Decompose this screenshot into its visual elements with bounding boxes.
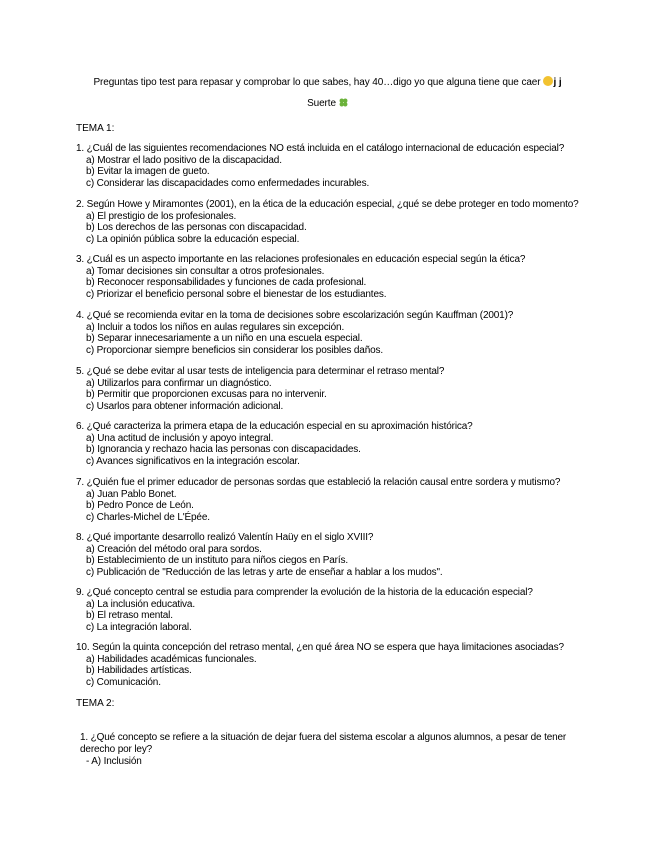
question-option: c) Priorizar el beneficio personal sobre el bienestar de los estudiantes. bbox=[86, 288, 387, 300]
question-option: c) Avances significativos en la integración escolar. bbox=[86, 455, 300, 467]
question-title: 7. ¿Quién fue el primer educador de personas sordas que estableció la relación causal entre sordera y mutismo? bbox=[76, 477, 561, 488]
question-option: b) Establecimiento de un instituto para niños ciegos en París. bbox=[86, 555, 348, 566]
question-title: 9. ¿Qué concepto central se estudia para comprender la evolución de la historia de la educación especial? bbox=[76, 587, 533, 598]
question-option: c) Usarlos para obtener información adicional. bbox=[86, 400, 284, 412]
intro-text: Preguntas tipo test para repasar y comprobar lo que sabes, hay 40…digo yo que alguna tiene que caer bbox=[93, 77, 541, 88]
question-option: b) Habilidades artísticas. bbox=[86, 665, 192, 676]
question-block bbox=[76, 642, 576, 688]
question-block bbox=[76, 477, 576, 523]
question-option: c) Publicación de "Reducción de las letras y arte de enseñar a hablar a los mudos". bbox=[86, 566, 443, 578]
question-block bbox=[76, 143, 576, 189]
question-option: b) Reconocer responsabilidades y funciones de cada profesional. bbox=[86, 277, 367, 288]
question-option: c) Charles-Michel de L'Épée. bbox=[86, 511, 210, 523]
question-option: a) Habilidades académicas funcionales. bbox=[86, 653, 257, 665]
question-option: a) Tomar decisiones sin consultar a otros profesionales. bbox=[86, 265, 325, 277]
question-block bbox=[76, 587, 576, 633]
question-option: a) Creación del método oral para sordos. bbox=[86, 543, 262, 555]
question-option: c) La integración laboral. bbox=[86, 621, 192, 633]
question-option: c) Proporcionar siempre beneficios sin considerar los posibles daños. bbox=[86, 344, 384, 356]
question-title: 6. ¿Qué caracteriza la primera etapa de la educación especial en su aproximación histórica? bbox=[76, 421, 473, 432]
question-option: a) Juan Pablo Bonet. bbox=[86, 488, 177, 500]
intro-line bbox=[0, 76, 655, 89]
suerte-line bbox=[0, 98, 655, 110]
tema2-question bbox=[76, 732, 576, 768]
question-option: b) Pedro Ponce de León. bbox=[86, 500, 194, 511]
question-option: - A) Inclusión bbox=[86, 756, 142, 767]
question-title: 3. ¿Cuál es un aspecto importante en las relaciones profesionales en educación especial según la ética? bbox=[76, 254, 526, 265]
question-title: 2. Según Howe y Miramontes (2001), en la ética de la educación especial, ¿qué se debe proteger en todo momento? bbox=[76, 199, 579, 210]
question-option: c) Considerar las discapacidades como enfermedades incurables. bbox=[86, 177, 370, 189]
question-option: c) Comunicación. bbox=[86, 676, 161, 688]
question-block bbox=[76, 532, 576, 578]
question-option: b) Separar innecesariamente a un niño en una escuela especial. bbox=[86, 333, 363, 344]
question-block bbox=[76, 366, 576, 412]
question-title: 5. ¿Qué se debe evitar al usar tests de inteligencia para determinar el retraso mental? bbox=[76, 366, 445, 377]
question-title: 1. ¿Cuál de las siguientes recomendaciones NO está incluida en el catálogo internacional de educación especial? bbox=[76, 143, 565, 154]
question-option: a) Utilizarlos para confirmar un diagnóstico. bbox=[86, 377, 272, 389]
tema1-heading: TEMA 1: bbox=[76, 123, 115, 134]
question-title: 4. ¿Qué se recomienda evitar en la toma de decisiones sobre escolarización según Kauffman (2001)? bbox=[76, 310, 514, 321]
question-block bbox=[76, 421, 576, 467]
question-option: b) Evitar la imagen de gueto. bbox=[86, 166, 210, 177]
smiley-emoji-icon bbox=[543, 76, 553, 86]
question-option: c) La opinión pública sobre la educación especial. bbox=[86, 233, 300, 245]
question-block bbox=[76, 310, 576, 356]
question-option: a) Incluir a todos los niños en aulas regulares sin excepción. bbox=[86, 321, 345, 333]
tema2-heading: TEMA 2: bbox=[76, 698, 115, 709]
intro-tail: j j bbox=[553, 77, 562, 88]
question-option: a) El prestigio de los profesionales. bbox=[86, 210, 237, 222]
question-block bbox=[76, 199, 579, 245]
four-leaf-clover-icon bbox=[339, 98, 348, 107]
question-title: 1. ¿Qué concepto se refiere a la situación de dejar fuera del sistema escolar a algunos alumnos, a pesar de tener derecho por ley? bbox=[80, 732, 567, 755]
question-title: 8. ¿Qué importante desarrollo realizó Valentín Haüy en el siglo XVIII? bbox=[76, 532, 374, 543]
question-option: b) Ignorancia y rechazo hacia las personas con discapacidades. bbox=[86, 444, 361, 455]
question-title: 10. Según la quinta concepción del retraso mental, ¿en qué área NO se espera que haya limitaciones asociadas? bbox=[76, 642, 564, 653]
question-option: b) El retraso mental. bbox=[86, 610, 173, 621]
question-block bbox=[76, 254, 576, 300]
question-option: b) Permitir que proporcionen excusas para no intervenir. bbox=[86, 389, 327, 400]
question-option: a) Una actitud de inclusión y apoyo integral. bbox=[86, 432, 274, 444]
question-option: a) Mostrar el lado positivo de la discapacidad. bbox=[86, 154, 282, 166]
question-option: a) La inclusión educativa. bbox=[86, 598, 195, 610]
suerte-text: Suerte bbox=[307, 98, 336, 109]
question-option: b) Los derechos de las personas con discapacidad. bbox=[86, 222, 307, 233]
